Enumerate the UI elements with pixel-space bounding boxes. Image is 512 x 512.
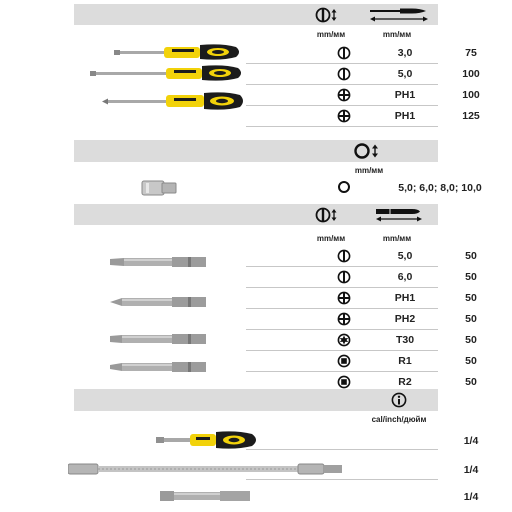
- square-tip-icon: [336, 353, 352, 369]
- phillips-tip-icon: [336, 87, 352, 103]
- hex-socket-icon: [336, 179, 352, 195]
- slotted-screwdriver-image: [90, 61, 246, 85]
- slot-tip-size-icon: [315, 6, 341, 24]
- tip-size: 6,0: [397, 271, 413, 283]
- row-divider: [246, 479, 438, 480]
- bit-length-icon: [374, 207, 424, 223]
- drive-size: 1/4: [463, 491, 479, 503]
- flexible-extension-image: [68, 461, 346, 477]
- table-row: [74, 459, 479, 480]
- unit-label: mm/мм: [316, 30, 346, 39]
- unit-label: mm/мм: [382, 234, 412, 243]
- phillips-tip-icon: [336, 108, 352, 124]
- unit-label: mm/мм: [382, 30, 412, 39]
- bit-length: 50: [465, 376, 477, 388]
- bit-length: 50: [465, 250, 477, 262]
- table-row: [74, 429, 479, 450]
- info-icon: [390, 391, 408, 409]
- tip-size: PH2: [394, 313, 416, 325]
- bit-length: 50: [465, 355, 477, 367]
- unit-label: mm/мм: [354, 166, 384, 175]
- table-row: [74, 64, 480, 85]
- socket-image: [140, 178, 180, 198]
- slot-tip-size-icon: [315, 206, 341, 224]
- socket-adapter-image: [160, 488, 260, 504]
- tip-size: PH1: [394, 110, 416, 122]
- slot-tip-icon: [336, 66, 352, 82]
- table-row: [74, 309, 477, 330]
- tip-size: PH1: [394, 292, 416, 304]
- table-row: [74, 267, 477, 288]
- section4-header-band: [74, 389, 438, 411]
- drive-size: 1/4: [463, 464, 479, 476]
- socket-sizes: 5,0; 6,0; 8,0; 10,0: [398, 182, 482, 194]
- phillips-bit-image: [108, 295, 212, 309]
- row-divider: [246, 449, 438, 450]
- table-row: [74, 106, 480, 127]
- tip-size: 3,0: [397, 47, 413, 59]
- table-row: [74, 330, 477, 351]
- unit-label: mm/мм: [316, 234, 346, 243]
- slot-tip-icon: [336, 269, 352, 285]
- table-row: [74, 176, 482, 197]
- tip-size: PH1: [394, 89, 416, 101]
- tip-size: T30: [395, 334, 415, 346]
- slot-tip-icon: [336, 248, 352, 264]
- unit-label: cal/inch/дюйм: [371, 415, 427, 424]
- section2-header-band: [74, 140, 438, 162]
- square-tip-icon: [336, 374, 352, 390]
- table-row: [74, 85, 480, 106]
- blade-length: 75: [465, 47, 477, 59]
- tip-size: 5,0: [397, 250, 413, 262]
- table-row: [74, 486, 479, 507]
- slot-tip-icon: [336, 45, 352, 61]
- bit-length: 50: [465, 313, 477, 325]
- tip-size: R1: [398, 355, 412, 367]
- blade-length: 125: [462, 110, 480, 122]
- torx-bit-image: [108, 332, 212, 346]
- drive-size: 1/4: [463, 435, 479, 447]
- bit-length: 50: [465, 271, 477, 283]
- phillips-tip-icon: [336, 290, 352, 306]
- phillips-tip-icon: [336, 311, 352, 327]
- blade-length: 100: [462, 68, 480, 80]
- bit-length: 50: [465, 292, 477, 304]
- row-divider: [246, 126, 438, 127]
- tip-size: 5,0: [397, 68, 413, 80]
- socket-size-icon: [353, 142, 383, 160]
- torx-tip-icon: [336, 332, 352, 348]
- table-row: [74, 351, 477, 372]
- blade-length-icon: [368, 7, 430, 23]
- blade-length: 100: [462, 89, 480, 101]
- bit-length: 50: [465, 334, 477, 346]
- slotted-bit-image: [108, 255, 212, 269]
- tip-size: R2: [398, 376, 412, 388]
